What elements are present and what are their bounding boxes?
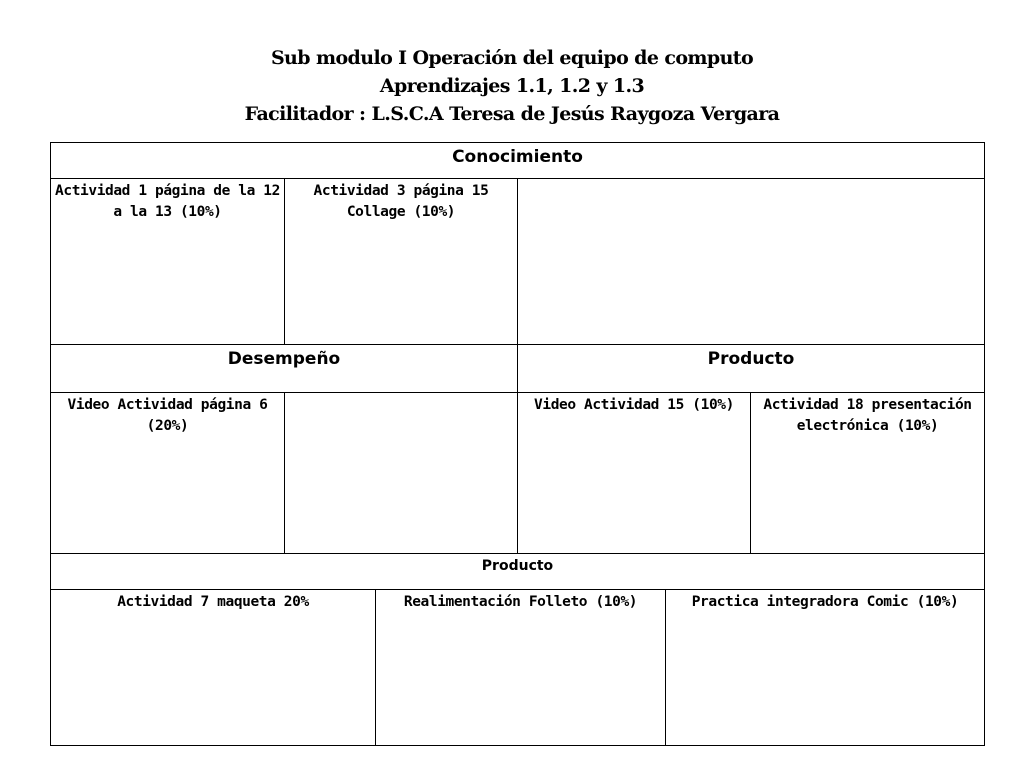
conocimiento-activity-1: Actividad 1 página de la 12 a la 13 (10%) bbox=[51, 179, 285, 345]
desempeno-activity-2 bbox=[285, 393, 518, 554]
facilitator-name: Facilitador : L.S.C.A Teresa de Jesús Raygoza Vergara bbox=[244, 103, 780, 125]
conocimiento-activity-3 bbox=[518, 179, 984, 345]
producto-activity-1: Video Actividad 15 (10%) bbox=[518, 393, 751, 554]
conocimiento-heading: Conocimiento bbox=[51, 143, 984, 179]
producto-bottom-activity-1: Actividad 7 maqueta 20% bbox=[51, 590, 376, 745]
document-header bbox=[0, 44, 1024, 128]
conocimiento-activity-2: Actividad 3 página 15 Collage (10%) bbox=[285, 179, 518, 345]
desempeno-heading: Desempeño bbox=[51, 345, 518, 393]
evaluation-table bbox=[50, 142, 985, 746]
producto-bottom-activity-2: Realimentación Folleto (10%) bbox=[376, 590, 666, 745]
producto-heading: Producto bbox=[518, 345, 984, 393]
producto-bottom-activity-3: Practica integradora Comic (10%) bbox=[691, 594, 959, 610]
producto-activity-2: Actividad 18 presentación electrónica (10%) bbox=[751, 393, 984, 554]
learning-outcomes: Aprendizajes 1.1, 1.2 y 1.3 bbox=[379, 75, 645, 97]
module-title: Sub modulo I Operación del equipo de computo bbox=[270, 47, 754, 69]
desempeno-activity-1: Video Actividad página 6 (20%) bbox=[51, 393, 285, 554]
producto-bottom-heading: Producto bbox=[51, 554, 984, 590]
